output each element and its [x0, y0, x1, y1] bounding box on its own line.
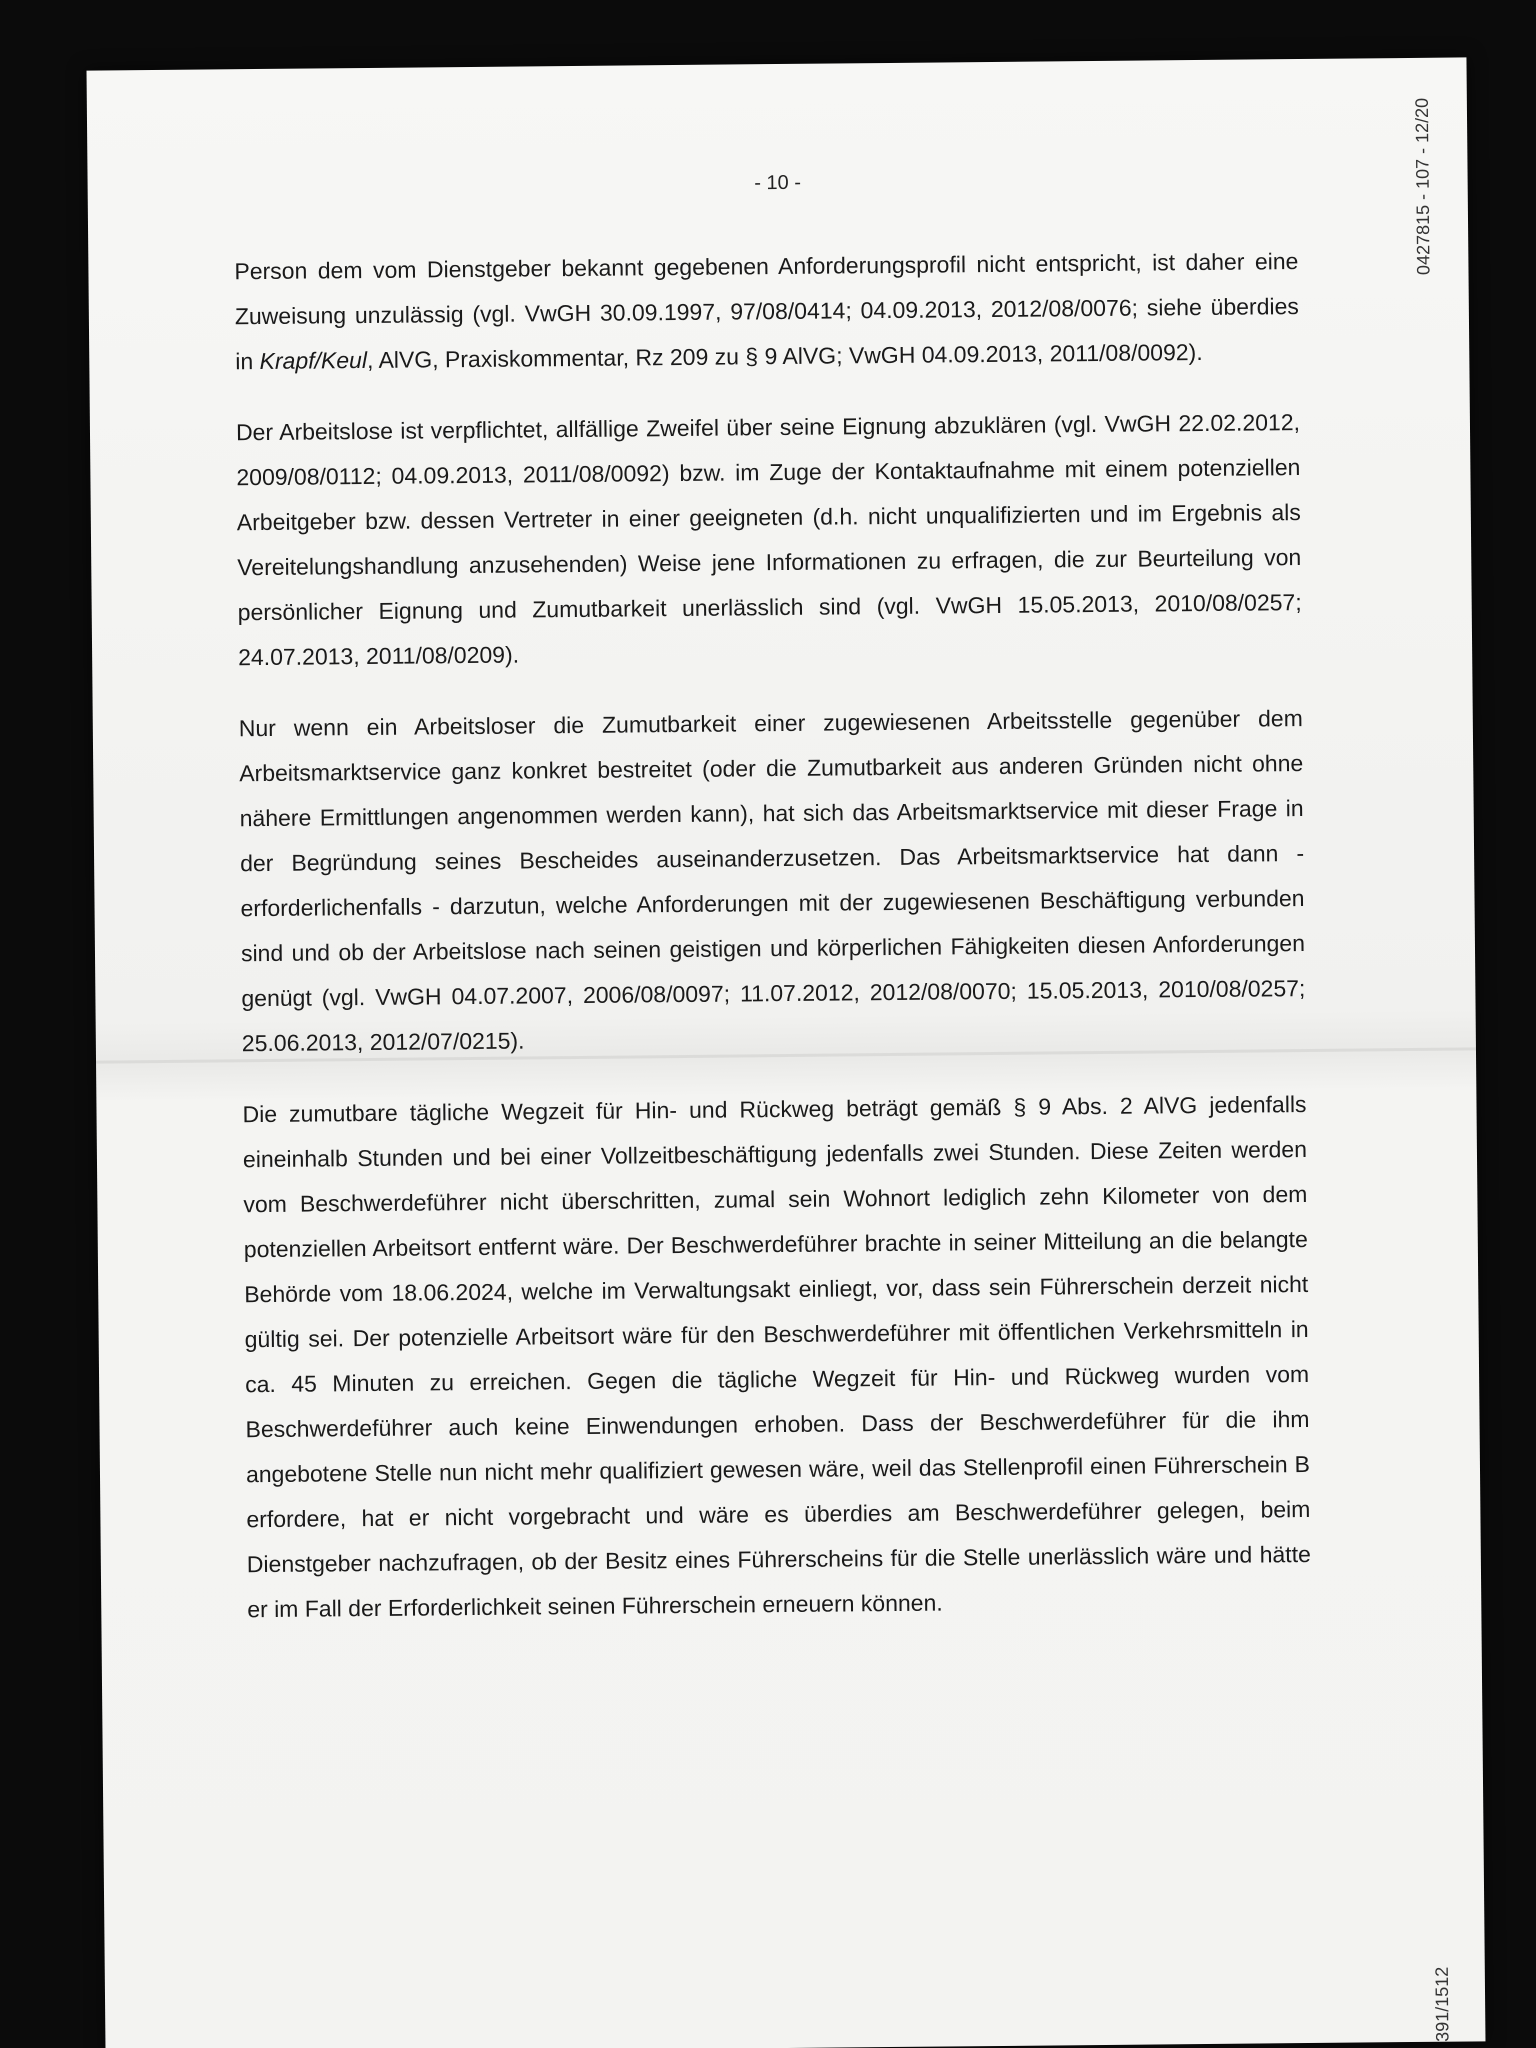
- paragraph-2: Der Arbeitslose ist verpflichtet, allfällige Zweifel über seine Eignung abzuklären (vgl. VwGH 22.02.2012, 2009/08/0112; 04.09.2013, 2011/08/0092) bzw. im Zuge der Kontaktaufnahme mit einem potenziellen Arbeitgeber bzw. dessen Vertreter in einer geeigneten (d.h. nicht unqualifizierten und im Ergebnis als Vereitelungshandlung anzusehenden) Weise jene Informationen zu erfragen, die zur Beurteilung von persönlicher Eignung und Zumutbarkeit unerlässlich sind (vgl. VwGH 15.05.2013, 2010/08/0257; 24.07.2013, 2011/08/0209).: [235, 409, 1302, 671]
- document-body: [234, 239, 1311, 1658]
- paragraph-3: Nur wenn ein Arbeitsloser die Zumutbarkeit einer zugewiesenen Arbeitsstelle gegenüber dem Arbeitsmarktservice ganz konkret bestreitet (oder die Zumutbarkeit aus anderen Gründen nicht ohne nähere Ermittlungen angenommen werden kann), hat sich das Arbeitsmarktservice mit dieser Frage in der Begründung seines Bescheides auseinanderzusetzen. Das Arbeitsmarktservice hat dann - erforderlichenfalls - darzutun, welche Anforderungen mit der zugewiesenen Beschäftigung verbunden sind und ob der Arbeitslose nach seinen geistigen und körperlichen Fähigkeiten diesen Anforderungen genügt (vgl. VwGH 04.07.2007, 2006/08/0097; 11.07.2012, 2012/08/0070; 15.05.2013, 2010/08/0257; 25.06.2013, 2012/07/0215).: [238, 705, 1306, 1057]
- paragraph-4: Die zumutbare tägliche Wegzeit für Hin- und Rückweg beträgt gemäß § 9 Abs. 2 AlVG jedenfalls eineinhalb Stunden und bei einer Vollzeitbeschäftigung jedenfalls zwei Stunden. Diese Zeiten werden vom Beschwerdeführer nicht überschritten, zumal sein Wohnort lediglich zehn Kilometer von dem potenziellen Arbeitsort entfernt wäre. Der Beschwerdeführer brachte in seiner Mitteilung an die belangte Behörde vom 18.06.2024, welche im Verwaltungsakt einliegt, vor, dass sein Führerschein derzeit nicht gültig sei. Der potenzielle Arbeitsort wäre für den Beschwerdeführer mit öffentlichen Verkehrsmitteln in ca. 45 Minuten zu erreichen. Gegen die tägliche Wegzeit für Hin- und Rückweg wurden vom Beschwerdeführer auch keine Einwendungen erhoben. Dass der Beschwerdeführer für die ihm angebotene Stelle nun nicht mehr qualifiziert gewesen wäre, weil das Stellenprofil einen Führerschein B erfordere, hat er nicht vorgebracht und wäre es überdies am Beschwerdeführer gelegen, beim Dienstgeber nachzufragen, ob der Besitz eines Führerscheins für die Stelle unerlässlich wäre und hätte er im Fall der Erforderlichkeit seinen Führerschein erneuern können.: [242, 1091, 1311, 1623]
- paragraph-1-italic-citation: Krapf/Keul: [259, 346, 368, 375]
- paragraph-1-text-end: , AlVG, Praxiskommentar, Rz 209 zu § 9 AlVG; VwGH 04.09.2013, 2011/08/0092).: [366, 338, 1203, 373]
- document-page: [87, 57, 1486, 2048]
- paragraph-1: [234, 239, 1299, 384]
- paragraph-1-text-start: Person dem vom Dienstgeber bekannt gegebenen Anforderungsprofil nicht entspricht, ist daher eine Zuweisung unzulässig (vgl. VwGH 30.09.1997, 97/08/0414; 04.09.2013, 2012/08/0076; siehe überdies in: [234, 248, 1299, 375]
- file-reference-code: 0427815 - 107 - 12/20: [1411, 97, 1434, 276]
- file-page-code: 391/1512: [1431, 1966, 1453, 2042]
- page-number: - 10 -: [754, 171, 802, 195]
